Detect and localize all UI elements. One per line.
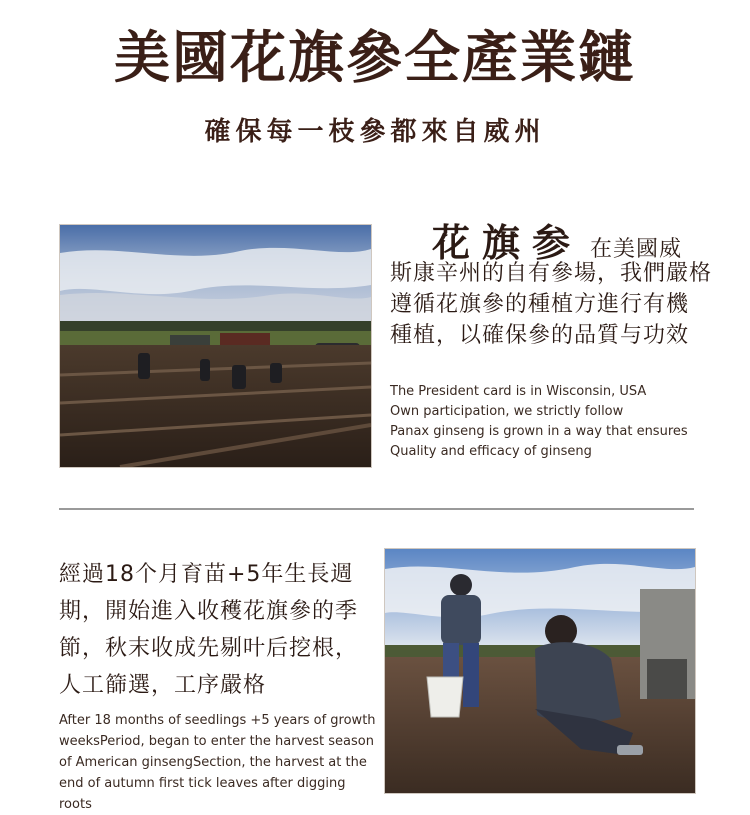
ginseng-field-photo <box>59 224 372 468</box>
section1-heading-tail: 在美國威 <box>590 237 683 262</box>
section1-en-line: Own participation, we strictly follow <box>390 404 624 419</box>
section1-zh-line: 遵循花旗參的種植方進行有機 <box>390 292 690 317</box>
section-divider <box>59 508 694 510</box>
section2-zh-line: 人工篩選，工序嚴格 <box>59 673 267 698</box>
section1-heading: 花旗参 <box>432 221 583 265</box>
section2-en-line: weeksPeriod, began to enter the harvest season <box>59 734 374 749</box>
section1-en-line: Quality and efficacy of ginseng <box>390 444 592 459</box>
section2-en-line: end of autumn first tick leaves after digging roots <box>59 776 346 812</box>
section1-zh-line: 種植，以確保參的品質与功效 <box>390 323 690 348</box>
section1-en-line: Panax ginseng is grown in a way that ensures <box>390 424 688 439</box>
section2-zh-line: 節，秋末收成先剔叶后挖根， <box>59 636 359 661</box>
section1-english-text <box>390 382 710 462</box>
section2-en-line: of American ginsengSection, the harvest at the <box>59 755 367 770</box>
section1-zh-line: 斯康辛州的自有參場，我們嚴格 <box>390 261 713 286</box>
page-title: 美國花旗參全產業鏈 <box>114 26 636 91</box>
section2-zh-line: 經過18个月育苗+5年生長週 <box>59 562 354 587</box>
section2-zh-line: 期，開始進入收穫花旗參的季 <box>59 599 359 624</box>
section1-chinese-text <box>390 258 730 351</box>
section1-en-line: The President card is in Wisconsin, USA <box>390 384 647 399</box>
section2-english-text <box>59 710 379 815</box>
section2-chinese-text <box>59 556 379 704</box>
section2-en-line: After 18 months of seedlings +5 years of growth <box>59 713 376 728</box>
harvest-workers-photo <box>384 548 696 794</box>
page-subtitle: 確保每一枝參都來自威州 <box>204 117 546 147</box>
